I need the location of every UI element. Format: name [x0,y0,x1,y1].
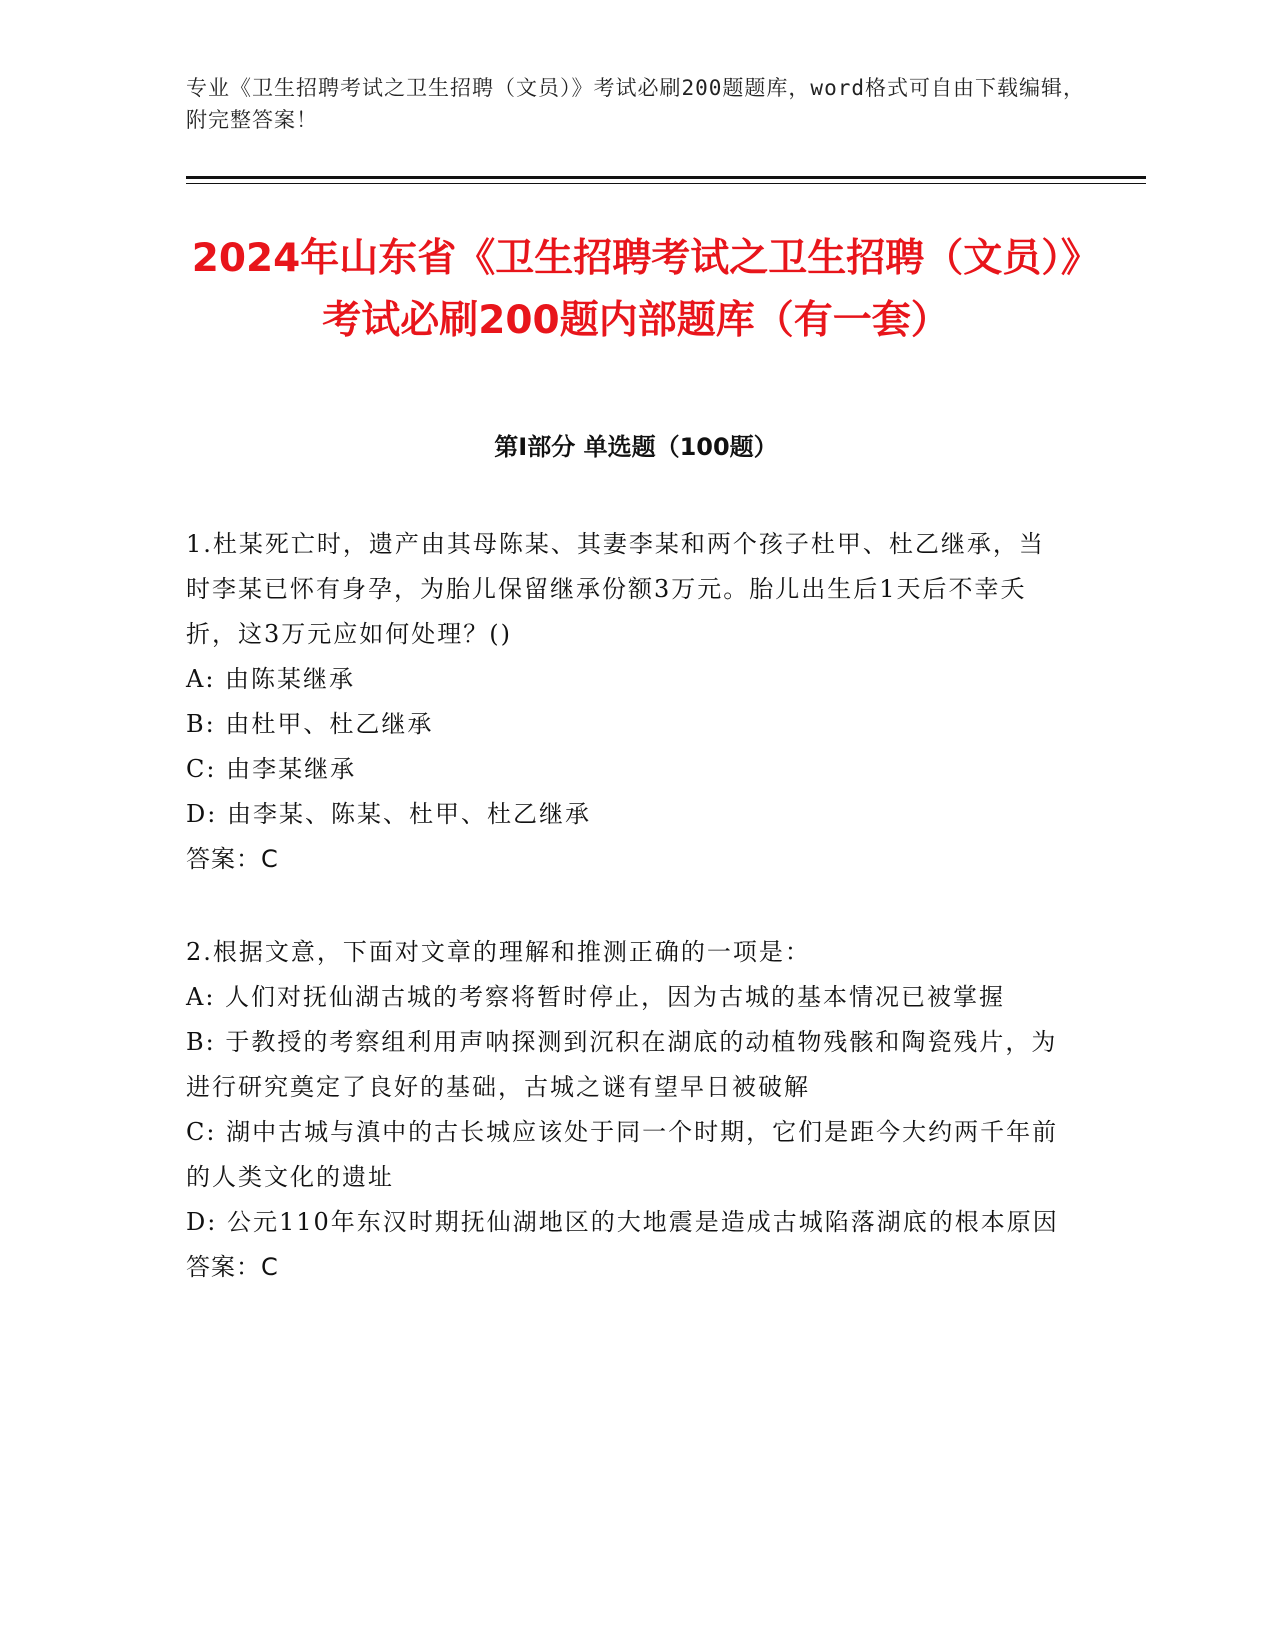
option-a: A: 由陈某继承 [186,665,356,693]
question-stem: 1.杜某死亡时，遗产由其母陈某、其妻李某和两个孩子杜甲、杜乙继承，当时李某已怀有身孕，为胎儿保留继承份额3万元。胎儿出生后1天后不幸夭折，这3万元应如何处理？() [186,530,1045,648]
header-note: 专业《卫生招聘考试之卫生招聘（文员）》考试必刷200题题库，word格式可自由下载编辑，附完整答案！ [186,76,1085,132]
question-1 [186,522,1066,882]
option-a: A: 人们对抚仙湖古城的考察将暂时停止，因为古城的基本情况已被掌握 [186,983,1006,1011]
option-d: D: 由李某、陈某、杜甲、杜乙继承 [186,800,591,828]
section-heading: 第I部分 单选题（100题） [494,433,778,461]
answer: 答案：C [186,1253,279,1281]
option-c: C: 由李某继承 [186,755,357,783]
question-2 [186,930,1066,1290]
question-stem: 2.根据文意，下面对文章的理解和推测正确的一项是： [186,938,811,966]
header-divider-thick [186,176,1146,179]
option-d: D: 公元110年东汉时期抚仙湖地区的大地震是造成古城陷落湖底的根本原因 [186,1208,1059,1236]
document-title: 2024年山东省《卫生招聘考试之卫生招聘（文员）》考试必刷200题内部题库（有一套） [191,236,1081,343]
answer: 答案：C [186,845,279,873]
option-b: B: 于教授的考察组利用声呐探测到沉积在湖底的动植物残骸和陶瓷残片，为进行研究奠定了良好的基础，古城之谜有望早日被破解 [186,1028,1058,1101]
option-c: C: 湖中古城与滇中的古长城应该处于同一个时期，它们是距今大约两千年前的人类文化的遗址 [186,1118,1059,1191]
option-b: B: 由杜甲、杜乙继承 [186,710,434,738]
header-divider-thin [186,183,1146,184]
